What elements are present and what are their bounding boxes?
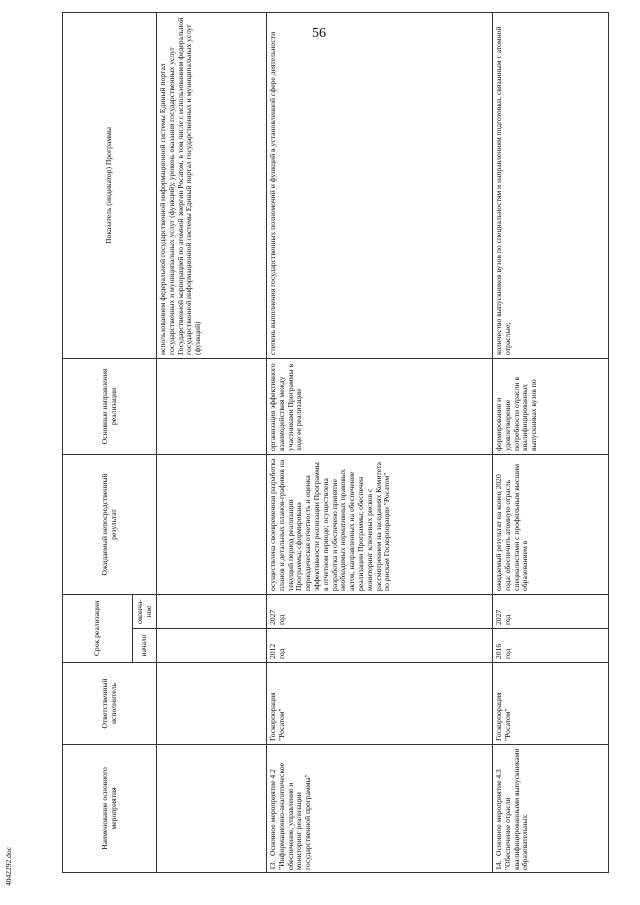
cell-end: 2027 год [493,594,609,628]
cell-directions: формирование и удовлетворение потребности отрасли в квалифицированных выпускниках вузов по [493,358,609,454]
table-row [493,12,609,872]
page-number: 56 [312,26,326,41]
header-end: оконча-ние [133,594,157,628]
row-name: Основное мероприятие 4.2 "Информационно-аналитическое обеспечение, управление и мониторинг реализации государственной программы" [268,763,313,870]
cell-directions: организация эффективного взаимодействия между участниками Программы в ходе ее реализации [267,358,493,454]
row-number: 13. [268,860,277,870]
header-result: Ожидаемый непосредственный результат [63,454,157,594]
cell-indicator: количество выпускников вузов по специальностям и направлениям подготовки, связанным с атомной отраслью; [493,12,609,358]
cell-empty [157,594,267,628]
header-name: Наименование основного мероприятия [63,745,157,873]
row-name: Основное мероприятие 4.3 "Обеспечение отрасли квалифицированными выпускниками образовательных [494,748,530,870]
cell-empty [157,663,267,745]
cell-empty [157,454,267,594]
cell-name [267,745,493,873]
header-term: Срок реализации [63,594,133,662]
cell-empty [157,358,267,454]
cell-executor: Госкорпорация "Росатом" [493,663,609,745]
cell-result: ожидаемый результат на конец 2020 года: обеспечить атомную отрасль специалистами с профильным высшим образованием в [493,454,609,594]
cell-end: 2027 год [267,594,493,628]
header-executor: Ответственный исполнитель [63,663,157,745]
header-indicator: Показатель (индикатор) Программы [63,12,157,358]
cell-empty [157,629,267,663]
rotated-table-page [62,13,608,873]
header-row [63,12,133,872]
cell-executor: Госкорпорация "Росатом" [267,663,493,745]
cell-start: 2016 год [493,629,609,663]
cell-result: осуществлена своевременная разработка планов и детальных планов-графиков на текущий период реализации Программы; сформирована периодическая отчетность и оценка эффективности реализации Программы в отчетном периоде; осуществлена разработка и обеспечено принятие необходимых нормативных правовых актов, направленных на обеспечение реализации Программы; обеспечен мониторинг ключевых рисков с рассмотрением на заседаниях Комитета по рискам Госкорпорации "Росатом" [267,454,493,594]
cell-name [493,745,609,873]
header-directions: Основные направления реализации [63,358,157,454]
footer-doc-id: 4042292.doc [4,847,13,886]
cell-indicator: степень выполнения государственных полномочий и функций в установленной сфере деятельности [267,12,493,358]
table-row [267,12,493,872]
table-row-continuation [157,12,267,872]
header-start: начало [133,629,157,663]
row-number: 14. [494,860,503,870]
cell-indicator-continuation: использованием федеральной государственной информационной системы Единый портал государственных и муниципальных услуг (функций); уровень оказания государственных услуг Государственной корпорацией по атомной энергии Росатом, в том числе с использованием федеральной государственной информационной системы Единый портал государственных и муниципальных услуг (функций) [157,12,267,358]
cell-empty [157,745,267,873]
cell-start: 2012 год [267,629,493,663]
program-table [62,12,609,873]
